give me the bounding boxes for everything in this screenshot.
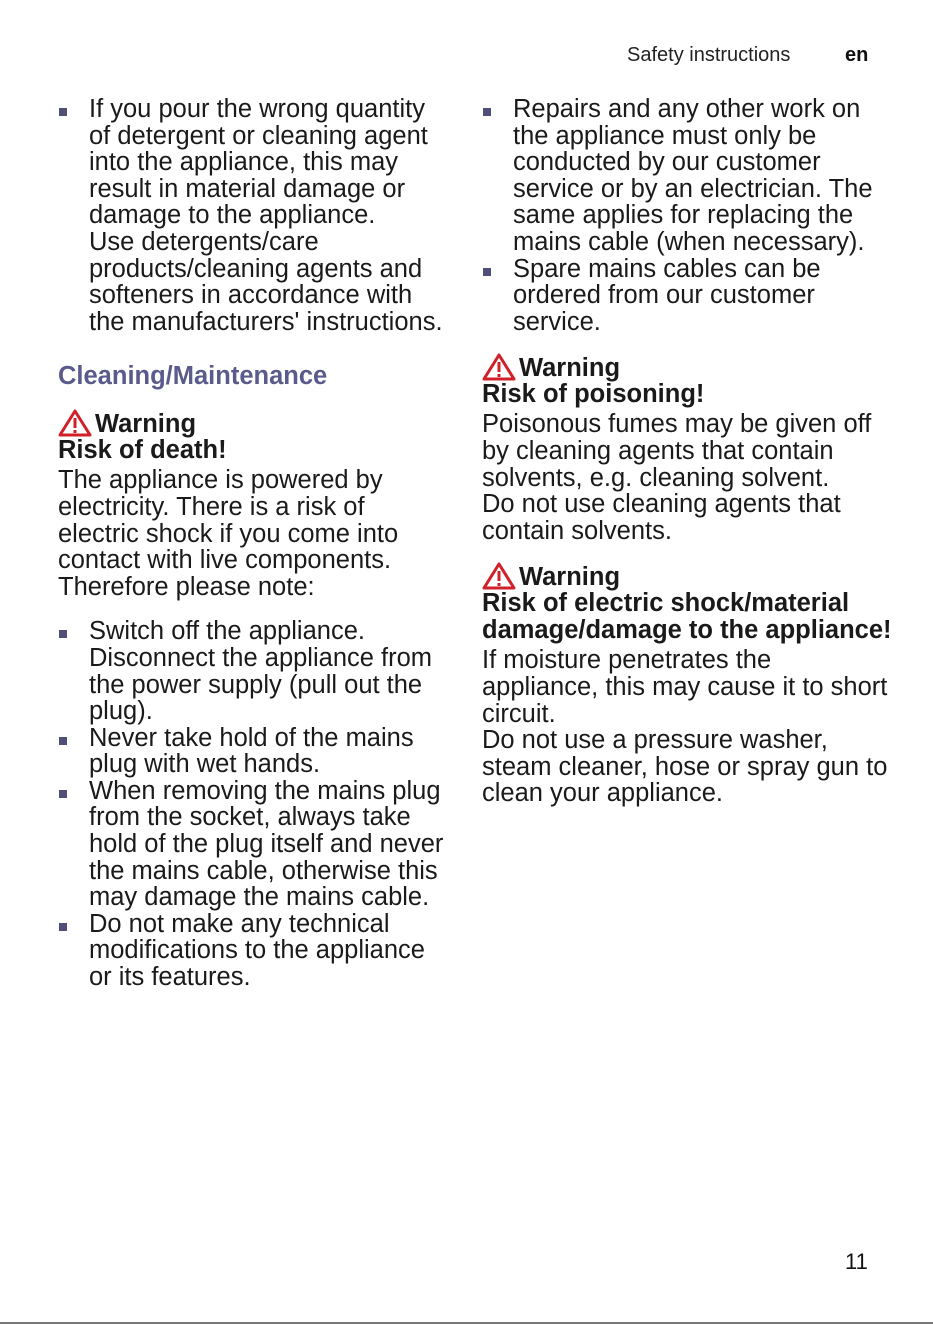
bullet-text: Never take hold of the mains plug with wet hands. — [89, 723, 414, 779]
square-bullet-icon — [59, 790, 67, 798]
warning-triangle-icon — [482, 562, 516, 590]
intro-bullet-list — [58, 96, 448, 335]
list-item — [482, 96, 892, 256]
warning-label-line — [482, 560, 892, 590]
warning-label-line — [58, 407, 448, 437]
bullet-text: Do not make any technical modifications to the appliance or its features. — [89, 909, 425, 992]
warning-block-poisoning — [482, 351, 892, 544]
bullet-text: Switch off the appliance. Disconnect the appliance from the power supply (pull out the plug). — [89, 617, 433, 726]
square-bullet-icon — [59, 737, 67, 745]
square-bullet-icon — [59, 630, 67, 638]
warning-title: Risk of poisoning! — [482, 380, 705, 409]
list-item — [58, 778, 448, 911]
section-heading: Cleaning/Maintenance — [58, 362, 328, 391]
list-item — [482, 256, 892, 336]
bullet-text: When removing the mains plug from the socket, always take hold of the plug itself and never the mains cable, otherwise this may damage the mains cable. — [89, 776, 444, 912]
warning-triangle-icon — [482, 353, 516, 381]
warning-title: Risk of electric shock/material damage/damage to the appliance! — [482, 589, 892, 645]
warning-block — [58, 407, 448, 600]
list-item — [58, 96, 448, 335]
safety-bullet-list — [58, 618, 448, 990]
list-item — [58, 911, 448, 991]
bullet-text: Spare mains cables can be ordered from our customer service. — [513, 254, 821, 336]
square-bullet-icon — [59, 923, 67, 931]
warning-label: Warning — [519, 563, 621, 592]
square-bullet-icon — [59, 108, 67, 116]
square-bullet-icon — [483, 108, 491, 116]
warning-title: Risk of death! — [58, 436, 227, 465]
warning-label: Warning — [519, 354, 621, 383]
list-item — [58, 725, 448, 778]
square-bullet-icon — [483, 268, 491, 276]
bullet-text-continued: Use detergents/care products/cleaning agents and softeners in accordance with the manufacturers' instructions. — [89, 227, 443, 336]
right-column — [482, 96, 892, 807]
running-header-section: Safety instructions — [627, 44, 791, 66]
warning-label: Warning — [95, 410, 197, 439]
warning-triangle-icon — [58, 409, 92, 437]
bullet-text: Repairs and any other work on the appliance must only be conducted by our customer service or by an electrician. The same applies for replacing the mains cable (when necessary). — [513, 95, 873, 256]
warning-body-instruction: Do not use cleaning agents that contain solvents. — [482, 490, 841, 545]
warning-label-line — [482, 351, 892, 381]
running-header-language: en — [845, 44, 869, 66]
repair-bullet-list — [482, 96, 892, 335]
warning-body: If moisture penetrates the appliance, this may cause it to short circuit. — [482, 646, 888, 728]
warning-body: The appliance is powered by electricity. There is a risk of electric shock if you come into contact with live components. Therefore please note: — [58, 466, 399, 601]
page-number: 11 — [845, 1249, 868, 1274]
warning-body: Poisonous fumes may be given off by cleaning agents that contain solvents, e.g. cleaning solvent. — [482, 410, 872, 492]
warning-block-electric-shock — [482, 560, 892, 807]
bullet-text: If you pour the wrong quantity of detergent or cleaning agent into the appliance, this may result in material damage or damage to the appliance. — [89, 95, 428, 230]
left-column — [58, 96, 448, 991]
list-item — [58, 618, 448, 724]
warning-body-instruction: Do not use a pressure washer, steam cleaner, hose or spray gun to clean your appliance. — [482, 726, 888, 808]
